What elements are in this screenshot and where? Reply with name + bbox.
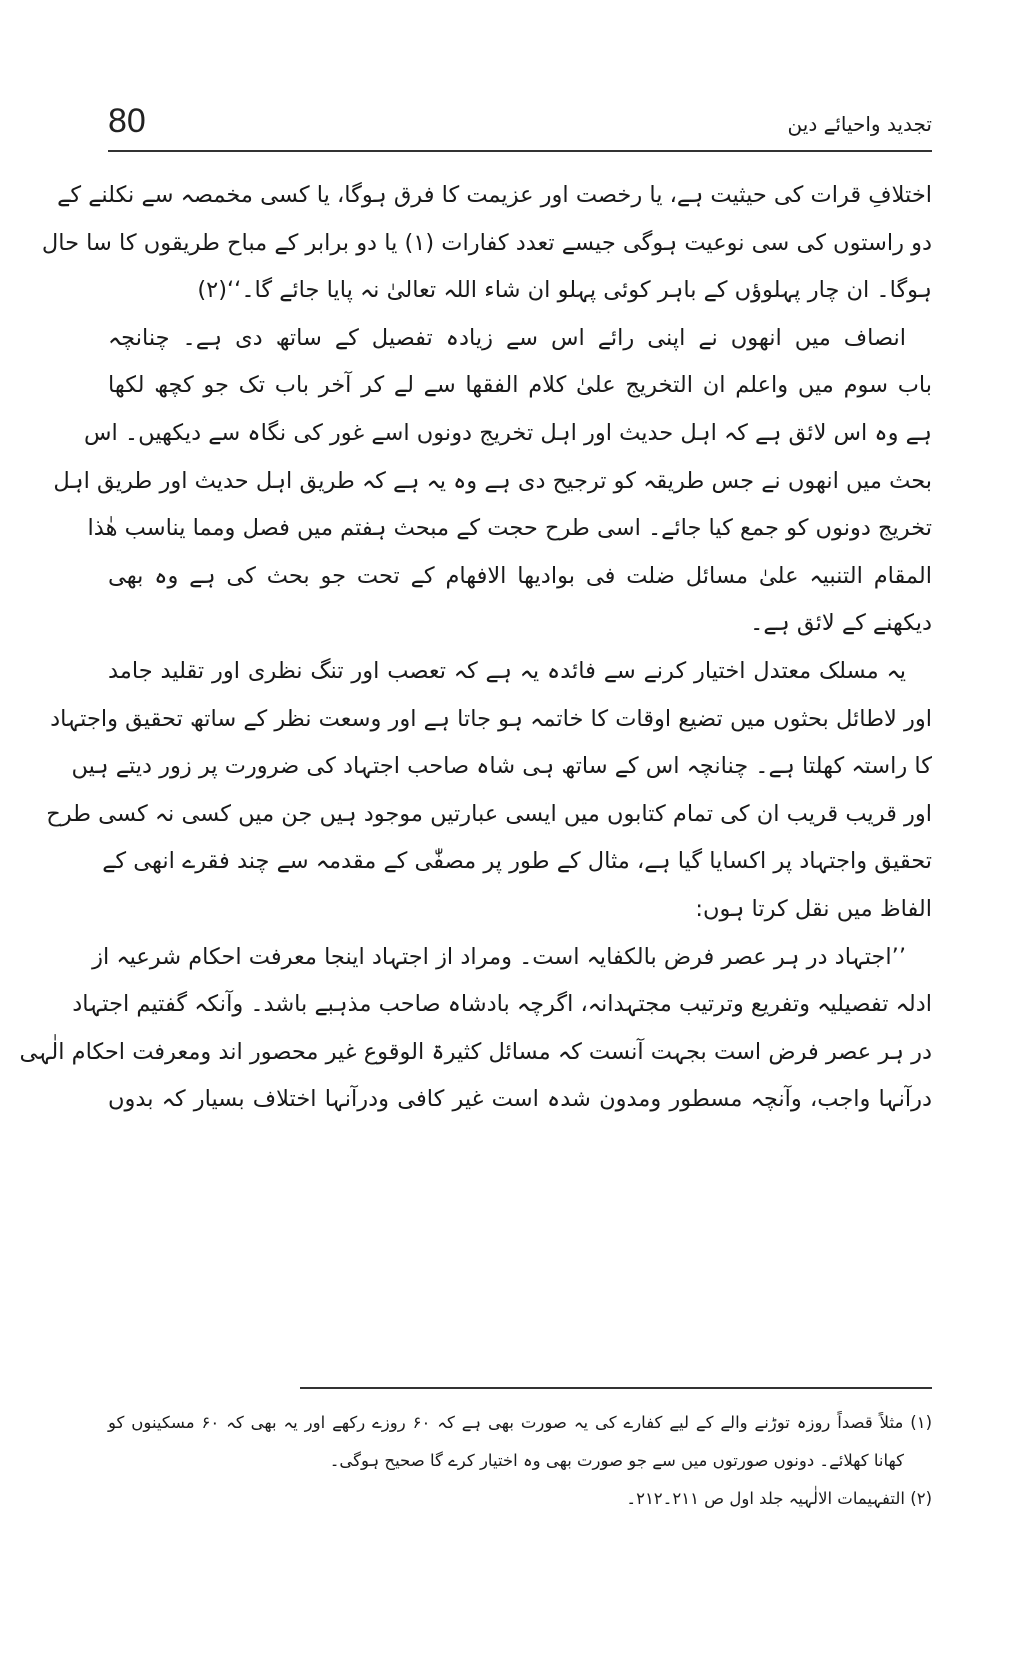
quote-line: درآنہا واجب، وآنچہ مسطور ومدون شدہ است غیر کافی ودرآنہا اختلاف بسیار کہ بدوں (108, 1086, 932, 1113)
page-number: 80 (108, 102, 146, 140)
footnote-rule (300, 1387, 932, 1389)
text-line: ہوگا۔ ان چار پہلوؤں کے باہر کوئی پہلو ان شاء اللہ تعالیٰ نہ پایا جائے گا۔‘‘(۲) (197, 277, 932, 304)
text-line: انصاف میں انھوں نے اپنی رائے اس سے زیادہ تفصیل کے ساتھ دی ہے۔ چنانچہ (108, 324, 906, 351)
running-title: تجدید واحیائے دین (787, 112, 932, 136)
footnote-1: (۱) مثلاً قصداً روزہ توڑنے والے کے لیے کفارے کی یہ صورت بھی ہے کہ ۶۰ روزے رکھے اور یہ بھی کہ ۶۰ مسکینوں کو (108, 1413, 933, 1432)
page-header (108, 100, 932, 150)
footnote-1-continued: کھانا کھلائے۔ دونوں صورتوں میں سے جو صورت بھی وہ اختیار کرے گا صحیح ہوگی۔ (329, 1451, 904, 1470)
text-line: دو راستوں کی سی نوعیت ہوگی جیسے تعدد کفارات (۱) یا دو برابر کے مباح طریقوں کا سا حال (41, 229, 932, 256)
footnotes (108, 1404, 932, 1518)
text-line: اور لاطائل بحثوں میں تضیع اوقات کا خاتمہ ہو جاتا ہے اور وسعت نظر کے ساتھ تحقیق واجتہاد (50, 705, 932, 732)
text-line: المقام التنبیہ علیٰ مسائل ضلت فی بوادیھا الافھام کے تحت جو بحث کی ہے وہ بھی (108, 562, 932, 589)
quote-line: در ہر عصر فرض است بجہت آنست کہ مسائل کثیرۃ الوقوع غیر محصور اند ومعرفت احکام الٰہی (19, 1038, 932, 1065)
text-line: الفاظ میں نقل کرتا ہوں: (695, 895, 932, 922)
header-rule (108, 150, 932, 152)
text-line: تحقیق واجتہاد پر اکسایا گیا ہے، مثال کے طور پر مصفّٰی کے مقدمہ سے چند فقرے انھی کے (102, 848, 932, 875)
footnote-2: (۲) التفہیمات الالٰہیہ جلد اول ص ۲۱۱۔۲۱۲۔ (626, 1489, 932, 1508)
body-text (19, 172, 932, 1124)
text-line: اور قریب قریب ان کی تمام کتابوں میں ایسی عبارتیں موجود ہیں جن میں کسی نہ کسی طرح (46, 800, 932, 827)
text-line: بحث میں انھوں نے جس طریقہ کو ترجیح دی ہے وہ یہ ہے کہ طریق اہل حدیث اور طریق اہل (53, 467, 932, 494)
text-line: اختلافِ قرات کی حیثیت ہے، یا رخصت اور عزیمت کا فرق ہوگا، یا کسی مخمصہ سے نکلنے کے (57, 182, 932, 208)
text-line: دیکھنے کے لائق ہے۔ (750, 610, 932, 637)
text-line: تخریج دونوں کو جمع کیا جائے۔ اسی طرح حجت کے مبحث ہفتم میں فصل ومما یناسب ھٰذا (87, 515, 932, 542)
quote-line: ’’اجتہاد در ہر عصر فرض بالکفایہ است۔ ومراد از اجتہاد اینجا معرفت احکام شرعیہ از (92, 943, 906, 970)
quote-line: ادلہ تفصیلیہ وتفریع وترتیب مجتہدانہ، اگرچہ بادشاہ صاحب مذہبے باشد۔ وآنکہ گفتیم اجتہاد (72, 991, 932, 1018)
text-line: کا راستہ کھلتا ہے۔ چنانچہ اس کے ساتھ ہی شاہ صاحب اجتہاد کی ضرورت پر زور دیتے ہیں (71, 753, 932, 780)
text-line: ہے وہ اس لائق ہے کہ اہل حدیث اور اہل تخریج دونوں اسے غور کی نگاہ سے دیکھیں۔ اس (84, 419, 932, 446)
text-line: یہ مسلک معتدل اختیار کرنے سے فائدہ یہ ہے کہ تعصب اور تنگ نظری اور تقلید جامد (108, 657, 906, 684)
text-line: باب سوم میں واعلم ان التخریج علیٰ کلام الفقھا سے لے کر آخر باب تک جو کچھ لکھا (108, 372, 932, 399)
